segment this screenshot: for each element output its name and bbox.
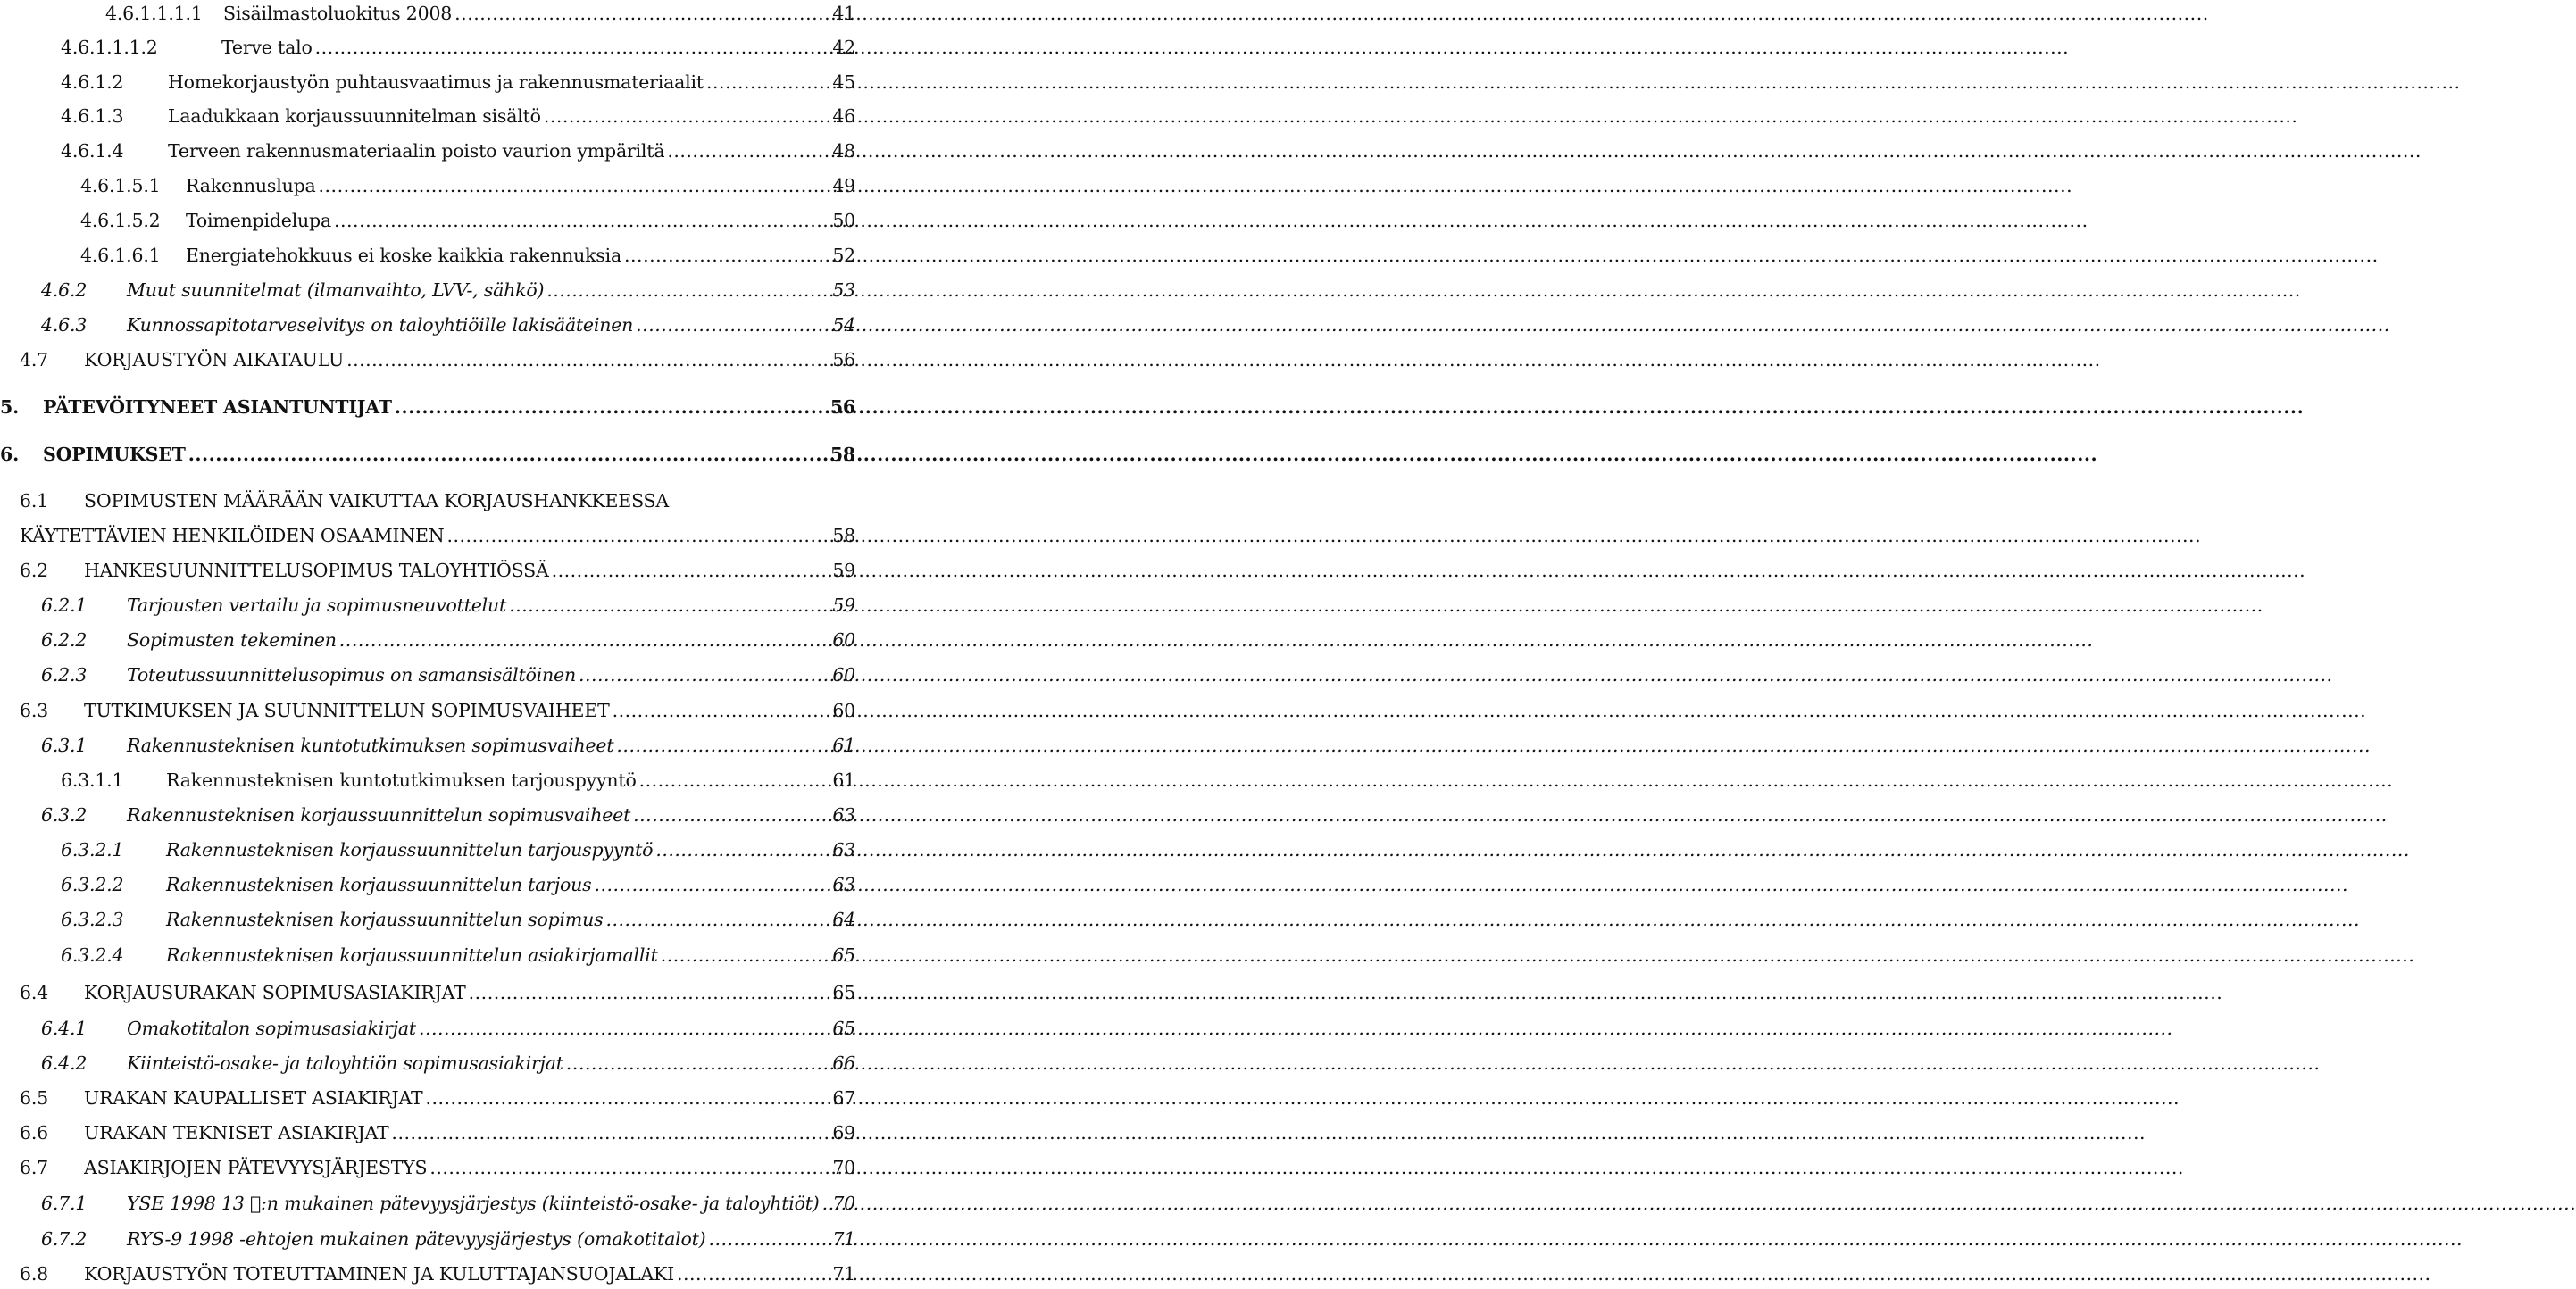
toc-entry-page-number: 56 xyxy=(832,349,855,370)
dot-leader xyxy=(395,394,828,420)
toc-entry-number: 4.6.1.1.1.2 xyxy=(61,37,158,58)
toc-entry-title: Terve talo xyxy=(221,37,313,58)
toc-entry-number: 6.3.2.1 xyxy=(61,839,124,861)
dot-leader xyxy=(566,1050,830,1077)
toc-entry-title: Rakennusteknisen korjaussuunnittelun sopimusvaiheet xyxy=(127,804,631,826)
toc-entry-number: 4.6.1.2 xyxy=(61,71,124,93)
toc-entry-number: 6.7 xyxy=(20,1157,49,1178)
toc-entry-number: 6.3.2.2 xyxy=(61,874,124,895)
toc-entry-number: 6. xyxy=(0,444,20,465)
toc-entry-title-continued: KÄYTETTÄVIEN HENKILÖIDEN OSAAMINEN xyxy=(20,525,445,546)
toc-entry-number: 4.6.1.4 xyxy=(61,140,124,162)
toc-entry-title: Omakotitalon sopimusasiakirjat xyxy=(127,1018,416,1039)
toc-entry-page-number: 53 xyxy=(832,279,855,301)
dot-leader xyxy=(419,1015,829,1042)
toc-entry-page-number: 63 xyxy=(832,804,855,826)
toc-entry-title: Toimenpidelupa xyxy=(186,210,331,231)
toc-entry-title: Homekorjaustyön puhtausvaatimus ja rakennusmateriaalit xyxy=(168,71,704,93)
toc-entry-title: Muut suunnitelmat (ilmanvaihto, LVV-, sähkö) xyxy=(127,279,545,301)
toc-entry-number: 4.6.1.5.1 xyxy=(80,175,161,196)
toc-entry-title: Toteutussuunnittelusopimus on samansisältöinen xyxy=(127,664,576,686)
toc-entry-page-number: 65 xyxy=(832,982,855,1003)
toc-entry-number: 6.4.1 xyxy=(41,1018,88,1039)
toc-entry-number: 4.7 xyxy=(20,349,49,370)
dot-leader xyxy=(429,1154,829,1181)
toc-entry-title: PÄTEVÖITYNEET ASIANTUNTIJAT xyxy=(43,396,392,418)
toc-entry-number: 4.6.2 xyxy=(41,279,88,301)
toc-entry-number: 6.3.2.3 xyxy=(61,909,124,930)
toc-entry-title: Energiatehokkuus ei koske kaikkia rakennuksia xyxy=(186,245,622,266)
toc-entry-number: 6.6 xyxy=(20,1122,49,1143)
toc-entry-number: 4.6.1.5.2 xyxy=(80,210,161,231)
toc-entry-number: 6.4.2 xyxy=(41,1052,88,1074)
toc-entry-title: Kiinteistö-osake- ja taloyhtiön sopimusasiakirjat xyxy=(127,1052,563,1074)
dot-leader xyxy=(188,441,828,468)
toc-entry-page-number: 65 xyxy=(832,1018,855,1039)
table-of-contents xyxy=(0,0,857,1289)
toc-entry-number: 6.3.2 xyxy=(41,804,88,826)
dot-leader xyxy=(613,697,830,724)
dot-leader xyxy=(655,836,829,863)
dot-leader xyxy=(334,207,829,234)
toc-entry-page-number: 41 xyxy=(832,3,855,24)
toc-entry-title: YSE 1998 13 :n mukainen pätevyysjärjestys (kiinteistö-osake- ja taloyhtiöt) xyxy=(127,1193,809,1214)
toc-entry-page-number: 67 xyxy=(832,1087,855,1109)
dot-leader xyxy=(509,592,829,619)
toc-entry-page-number: 49 xyxy=(832,175,855,196)
toc-entry-number: 6.3.1 xyxy=(41,735,88,756)
toc-entry-page-number: 58 xyxy=(832,525,855,546)
dot-leader xyxy=(594,871,829,898)
toc-entry-page-number: 61 xyxy=(832,769,855,791)
toc-entry-number: 4.6.1.1.1.1 xyxy=(105,3,203,24)
toc-entry-title: Rakennusteknisen korjaussuunnittelun tarjouspyyntö xyxy=(166,839,654,861)
toc-entry-number: 6.4 xyxy=(20,982,49,1003)
toc-entry-number: 6.3.2.4 xyxy=(61,944,124,966)
toc-entry-number: 6.5 xyxy=(20,1087,49,1109)
toc-entry-title: RYS-9 1998 -ehtojen mukainen pätevyysjärjestys (omakotitalot) xyxy=(127,1228,706,1250)
toc-entry-page-number: 63 xyxy=(832,839,855,861)
dot-leader xyxy=(425,1085,829,1111)
toc-entry-number: 6.1 xyxy=(20,490,49,511)
toc-entry-title: Sopimusten tekeminen xyxy=(127,629,337,651)
toc-entry-number: 5. xyxy=(0,396,20,418)
toc-entry-page-number: 70 xyxy=(832,1193,855,1214)
toc-entry-page-number: 71 xyxy=(832,1228,855,1250)
toc-entry-page-number: 60 xyxy=(832,629,855,651)
toc-entry-page-number: 42 xyxy=(832,37,855,58)
toc-entry-page-number: 48 xyxy=(832,140,855,162)
toc-entry-page-number: 52 xyxy=(832,245,855,266)
toc-entry-title: URAKAN KAUPALLISET ASIAKIRJAT xyxy=(84,1087,423,1109)
dot-leader xyxy=(579,661,829,688)
toc-entry-title: Tarjousten vertailu ja sopimusneuvottelut xyxy=(127,595,507,616)
dot-leader xyxy=(391,1119,829,1146)
toc-entry-title: KORJAUSTYÖN TOTEUTTAMINEN JA KULUTTAJANSUOJALAKI xyxy=(84,1263,674,1285)
dot-leader xyxy=(605,906,829,933)
toc-entry-title: ASIAKIRJOJEN PÄTEVYYSJÄRJESTYS xyxy=(84,1157,428,1178)
toc-entry-page-number: 45 xyxy=(832,71,855,93)
toc-entry-title: SOPIMUKSET xyxy=(43,444,186,465)
toc-entry-title: Rakennuslupa xyxy=(186,175,316,196)
dot-leader xyxy=(636,312,829,338)
toc-entry-number: 6.2.2 xyxy=(41,629,88,651)
toc-entry-page-number: 70 xyxy=(832,1157,855,1178)
toc-entry-title: Terveen rakennusmateriaalin poisto vaurion ympäriltä xyxy=(168,140,665,162)
dot-leader xyxy=(552,557,830,584)
toc-entry-title: Rakennusteknisen korjaussuunnittelun tarjous xyxy=(166,874,592,895)
toc-entry-number: 6.7.2 xyxy=(41,1228,88,1250)
dot-leader xyxy=(339,627,830,653)
dot-leader xyxy=(706,69,829,96)
dot-leader xyxy=(319,172,830,199)
toc-entry-number: 6.3.1.1 xyxy=(61,769,124,791)
dot-leader xyxy=(546,277,829,304)
toc-entry-page-number: 60 xyxy=(832,664,855,686)
dot-leader xyxy=(544,103,830,129)
toc-entry-page-number: 71 xyxy=(832,1263,855,1285)
toc-entry-page-number: 69 xyxy=(832,1122,855,1143)
dot-leader xyxy=(447,522,830,549)
dot-leader xyxy=(616,732,829,759)
toc-entry-page-number: 56 xyxy=(829,396,855,418)
toc-entry-title: SOPIMUSTEN MÄÄRÄÄN VAIKUTTAA KORJAUSHANKKEESSA xyxy=(84,490,670,511)
dot-leader xyxy=(661,942,830,969)
toc-entry-page-number: 50 xyxy=(832,210,855,231)
toc-entry-title: Laadukkaan korjaussuunnitelman sisältö xyxy=(168,105,541,127)
toc-entry-page-number: 59 xyxy=(832,560,855,581)
dot-leader xyxy=(346,346,829,373)
dot-leader xyxy=(469,979,830,1006)
toc-entry-title: TUTKIMUKSEN JA SUUNNITTELUN SOPIMUSVAIHEET xyxy=(84,700,610,721)
dot-leader xyxy=(633,802,829,828)
toc-entry-page-number: 61 xyxy=(832,735,855,756)
dot-leader xyxy=(639,767,830,794)
toc-entry-number: 6.2 xyxy=(20,560,49,581)
toc-entry-title: URAKAN TEKNISET ASIAKIRJAT xyxy=(84,1122,389,1143)
toc-entry-title: Rakennusteknisen kuntotutkimuksen sopimusvaiheet xyxy=(127,735,614,756)
dot-leader xyxy=(708,1226,829,1252)
dot-leader xyxy=(677,1260,829,1287)
toc-entry-title: Kunnossapitotarveselvitys on taloyhtiöille lakisääteinen xyxy=(127,314,634,336)
toc-entry-page-number: 63 xyxy=(832,874,855,895)
toc-entry-title: Rakennusteknisen korjaussuunnittelun asiakirjamallit xyxy=(166,944,658,966)
toc-entry-title: KORJAUSTYÖN AIKATAULU xyxy=(84,349,345,370)
toc-entry-page-number: 64 xyxy=(832,909,855,930)
toc-entry-title: Rakennusteknisen kuntotutkimuksen tarjouspyyntö xyxy=(166,769,637,791)
toc-entry-number: 4.6.1.6.1 xyxy=(80,245,161,266)
toc-entry-number: 6.2.1 xyxy=(41,595,88,616)
toc-entry-number: 6.8 xyxy=(20,1263,49,1285)
toc-entry-page-number: 66 xyxy=(832,1052,855,1074)
toc-entry-page-number: 60 xyxy=(832,700,855,721)
toc-entry-page-number: 59 xyxy=(832,595,855,616)
toc-entry-page-number: 46 xyxy=(832,105,855,127)
toc-entry-number: 4.6.1.3 xyxy=(61,105,124,127)
dot-leader xyxy=(667,137,829,164)
dot-leader xyxy=(624,242,829,269)
toc-entry-number: 4.6.3 xyxy=(41,314,88,336)
toc-entry-title: Sisäilmastoluokitus 2008 xyxy=(223,3,453,24)
toc-entry-number: 6.7.1 xyxy=(41,1193,88,1214)
toc-entry-number: 6.3 xyxy=(20,700,49,721)
toc-entry-number: 6.2.3 xyxy=(41,664,88,686)
toc-entry-title: HANKESUUNNITTELUSOPIMUS TALOYHTIÖSSÄ xyxy=(84,560,549,581)
dot-leader xyxy=(315,34,830,61)
toc-entry-page-number: 54 xyxy=(832,314,855,336)
dot-leader xyxy=(822,1190,830,1217)
dot-leader xyxy=(454,0,829,27)
toc-entry-page-number: 65 xyxy=(832,944,855,966)
toc-entry-title: KORJAUSURAKAN SOPIMUSASIAKIRJAT xyxy=(84,982,466,1003)
toc-entry-page-number: 58 xyxy=(829,444,855,465)
toc-entry-title: Rakennusteknisen korjaussuunnittelun sopimus xyxy=(166,909,604,930)
